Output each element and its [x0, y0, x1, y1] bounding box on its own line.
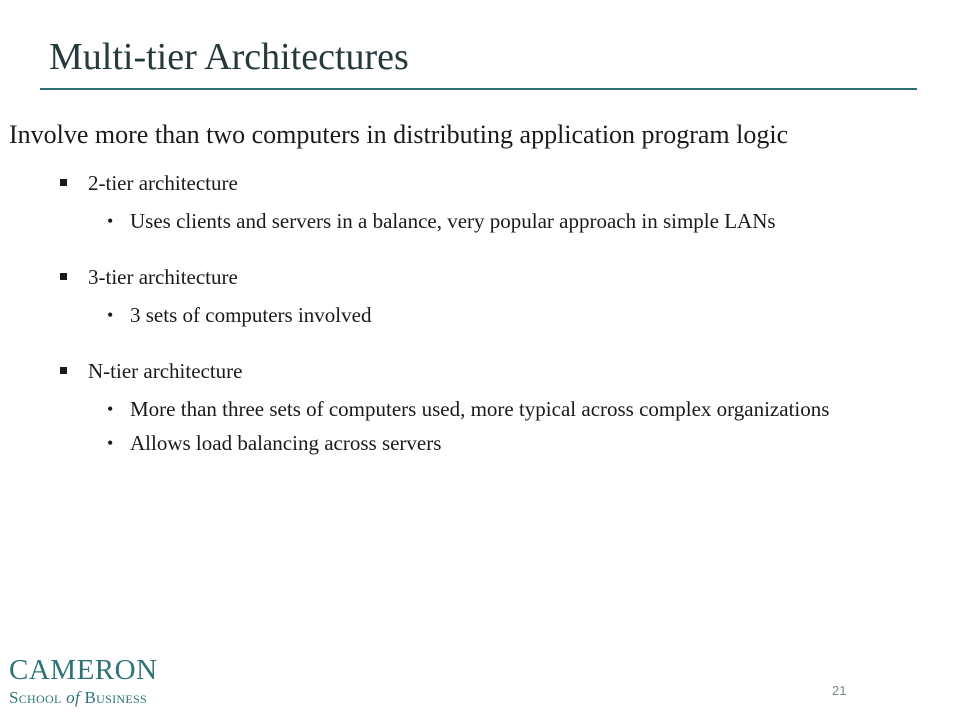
- section-point-text: Uses clients and servers in a balance, very popular approach in simple LANs: [130, 209, 776, 233]
- page-number: 21: [832, 683, 847, 698]
- section-point-text: 3 sets of computers involved: [130, 303, 372, 327]
- section-heading-text: 3-tier architecture: [88, 265, 238, 289]
- square-bullet-icon: [60, 367, 67, 374]
- section-heading: [9, 264, 889, 290]
- cameron-school-logo: [9, 656, 158, 706]
- section-2-tier: [9, 170, 889, 234]
- section-point-text: Allows load balancing across servers: [130, 431, 442, 455]
- dot-bullet-icon: •: [107, 433, 114, 453]
- square-bullet-icon: [60, 179, 67, 186]
- logo-wordmark: CAMERON: [9, 654, 158, 686]
- section-3-tier: [9, 264, 889, 328]
- section-n-tier: [9, 358, 889, 456]
- logo-subtitle-part: School: [9, 688, 62, 707]
- section-point-text: More than three sets of computers used, more typical across complex organizations: [130, 397, 830, 421]
- section-point: [9, 302, 889, 328]
- square-bullet-icon: [60, 273, 67, 280]
- section-point: [9, 396, 889, 422]
- logo-subtitle-part: Business: [84, 688, 147, 707]
- section-heading: [9, 170, 889, 196]
- section-heading: [9, 358, 889, 384]
- intro-bullet: Involve more than two computers in distributing application program logic: [9, 120, 789, 149]
- title-underline: [40, 88, 917, 90]
- section-heading-text: 2-tier architecture: [88, 171, 238, 195]
- slide-content: [9, 118, 889, 456]
- dot-bullet-icon: •: [107, 211, 114, 231]
- logo-subtitle: [9, 689, 158, 706]
- slide-title: Multi-tier Architectures: [49, 36, 409, 78]
- section-point: [9, 430, 889, 456]
- section-heading-text: N-tier architecture: [88, 359, 243, 383]
- dot-bullet-icon: •: [107, 305, 114, 325]
- logo-subtitle-of: of: [66, 688, 80, 707]
- dot-bullet-icon: •: [107, 399, 114, 419]
- section-point: [9, 208, 889, 234]
